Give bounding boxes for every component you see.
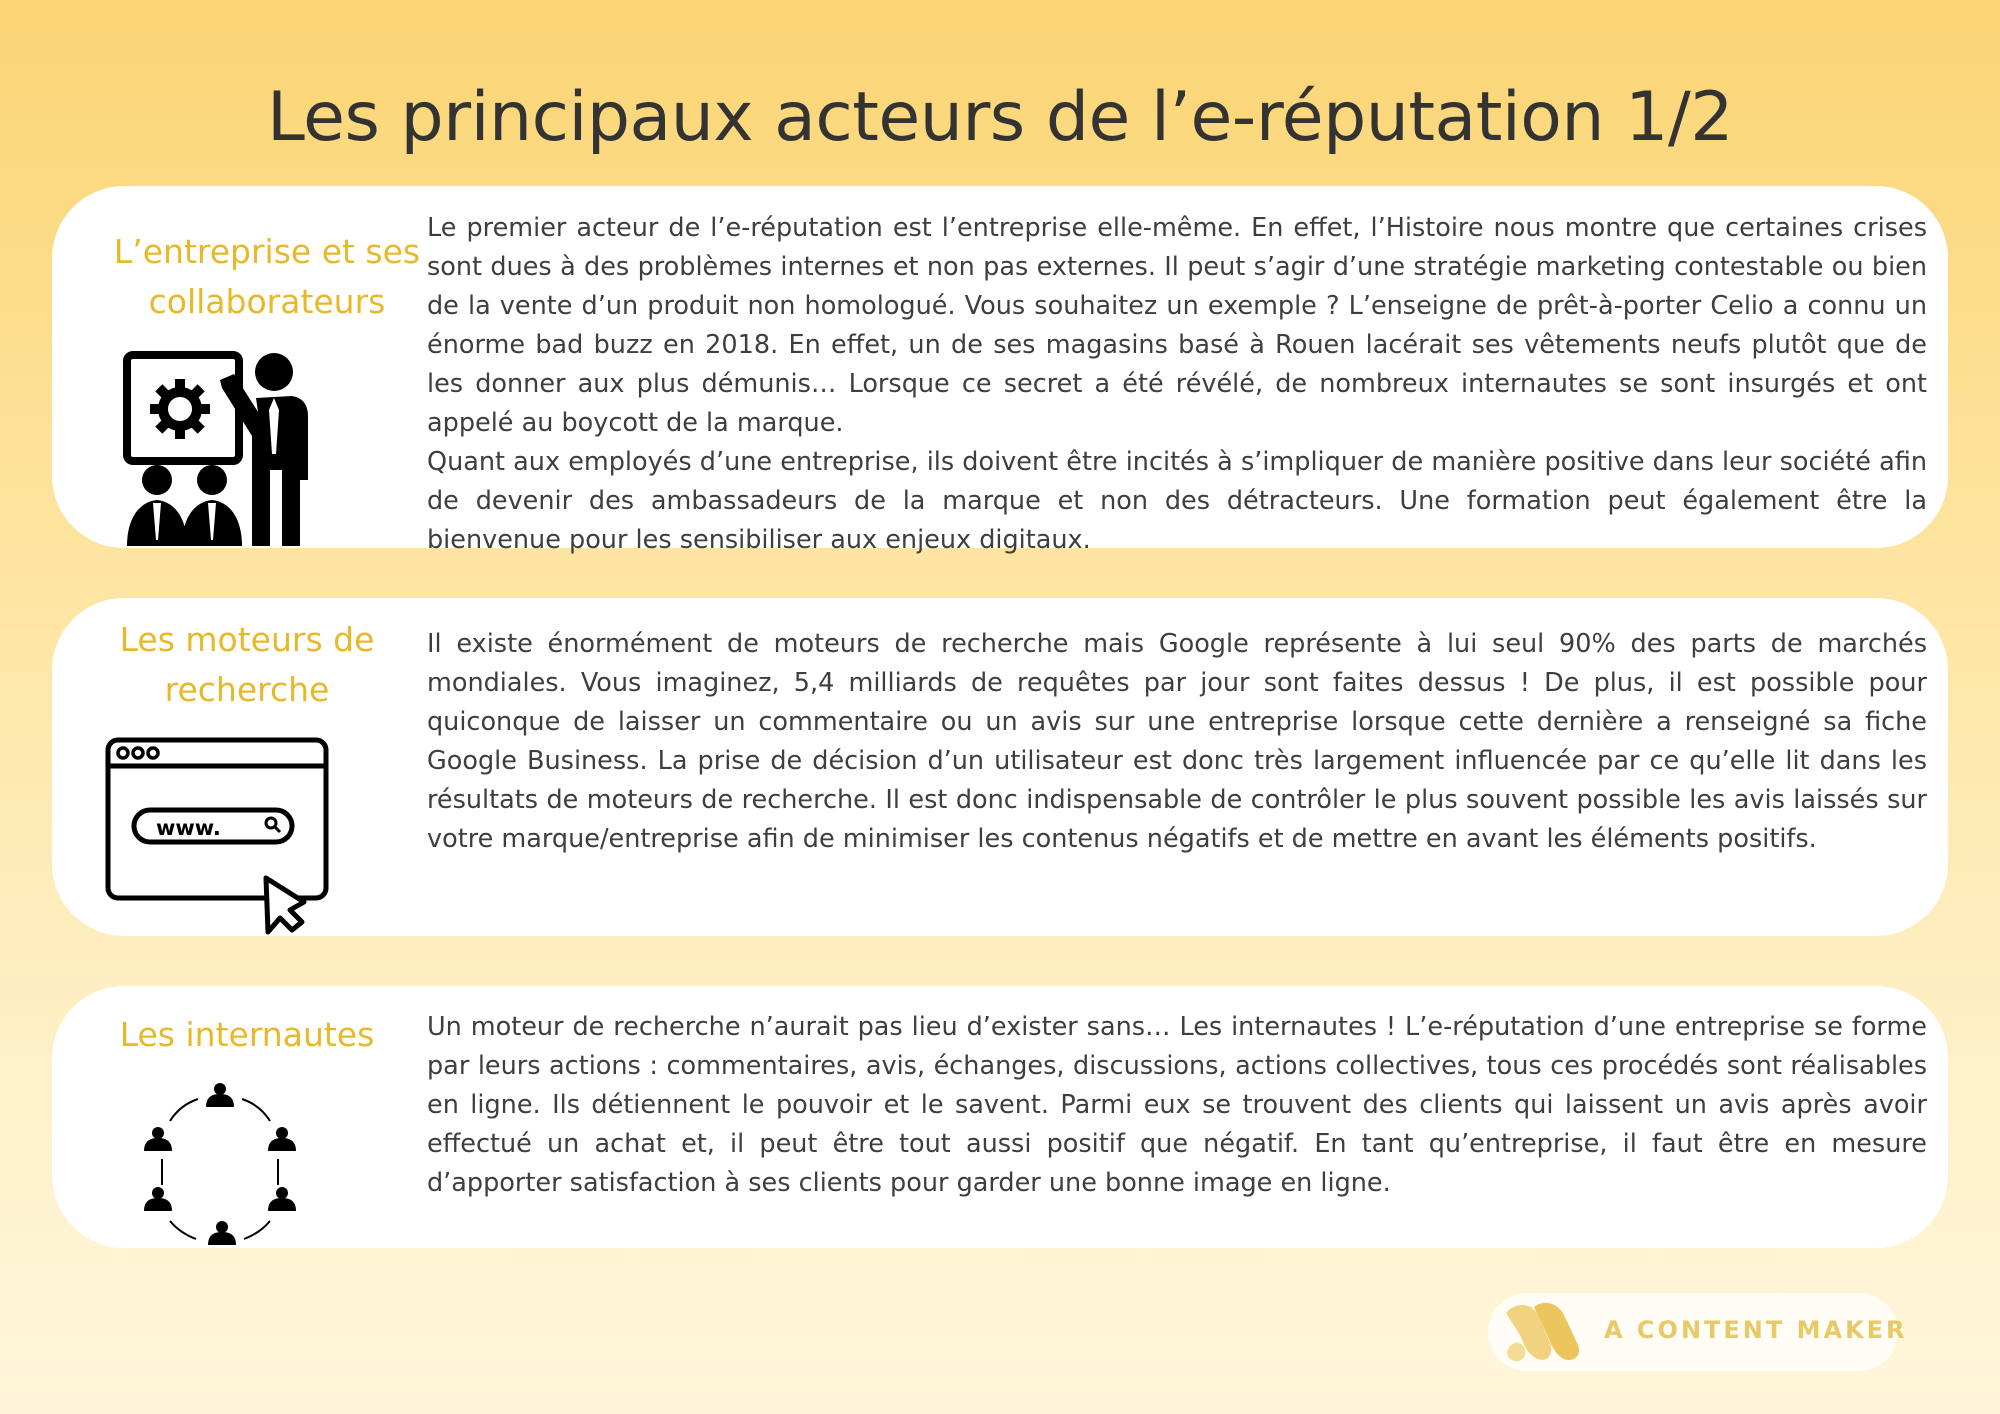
section-body [427,625,1927,859]
section-card-search-engines [52,598,1948,936]
section-paragraph: Le premier acteur de l’e-réputation est l’entreprise elle-même. En effet, l’Histoire nous montre que certaines crises sont dues à des problèmes internes et non pas externes. Il peut s’agir d’une stratégie marketing contestable ou bien de la vente d’un produit non homologué. Vous souhaitez un exemple ? L’enseigne de prêt-à-porter Celio a connu un énorme bad buzz en 2018. En effet, un de ses magasins basé à Rouen lacérait ses vêtements neufs plutôt que de les donner aux plus démunis… Lorsque ce secret a été révélé, de nombreux internautes se sont insurgés et ont appelé au boycott de la marque. [427,213,1927,438]
brand-logo-icon [1498,1297,1590,1367]
section-card-company [52,186,1948,555]
section-body [427,1008,1927,1203]
section-paragraph: Un moteur de recherche n’aurait pas lieu d’exister sans… Les internautes ! L’e-réputation d’une entreprise se forme par leurs actions : commentaires, avis, échanges, discussions, actions collectives, tous ces procédés sont réalisables en ligne. Ils détiennent le pouvoir et le savent. Parmi eux se trouvent des clients qui laissent un avis après avoir effectué un achat et, il peut être tout aussi positif que négatif. En tant qu’entreprise, il faut être en mesure d’apporter satisfaction à ses clients pour garder une bonne image en ligne. [427,1012,1927,1198]
page-title: Les principaux acteurs de l’e-réputation 1/2 [266,78,1734,157]
presentation-icon [122,350,322,546]
section-heading: Les moteurs de recherche [119,620,375,709]
browser-search-icon [104,736,336,936]
url-text: www. [156,816,221,840]
section-body [427,209,1927,560]
section-heading: Les internautes [119,1015,375,1054]
section-paragraph: Quant aux employés d’une entreprise, ils doivent être incités à s’impliquer de manière positive dans leur société afin de devenir des ambassadeurs de la marque et non des détracteurs. Une formation peut également être la bienvenue pour les sensibiliser aux enjeux digitaux. [427,447,1927,555]
section-paragraph: Il existe énormément de moteurs de recherche mais Google représente à lui seul 90% des parts de marchés mondiales. Vous imaginez, 5,4 milliards de requêtes par jour sont faites dessus ! De plus, il est possible pour quiconque de laisser un commentaire ou un avis sur une entreprise lorsque cette dernière a renseigné sa fiche Google Business. La prise de décision d’un utilisateur est donc très largement influencée par ce qu’elle lit dans les résultats de moteurs de recherche. Il est donc indispensable de contrôler le plus souvent possible les avis laissés sur votre marque/entreprise afin de minimiser les contenus négatifs et de mettre en avant les éléments positifs. [427,629,1927,854]
people-network-icon [140,1081,300,1247]
brand-name: A CONTENT MAKER [1604,1316,1908,1344]
section-card-internet-users [52,986,1948,1248]
section-heading: L’entreprise et ses collaborateurs [113,232,421,321]
brand-logo [1488,1293,1908,1371]
